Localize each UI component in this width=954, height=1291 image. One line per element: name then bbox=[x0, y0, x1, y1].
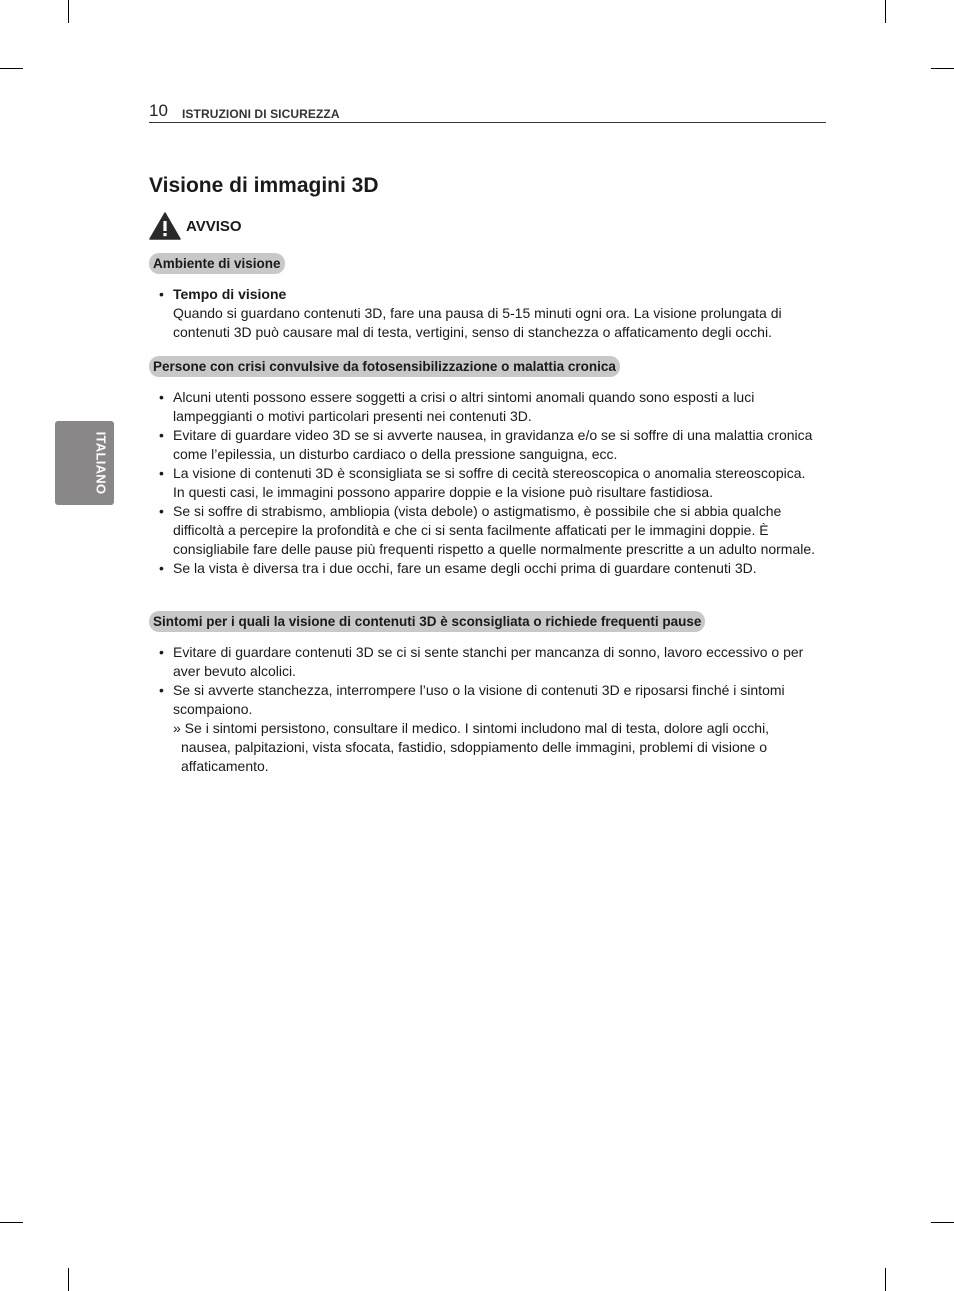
list-item-note: » Se i sintomi persistono, consultare il medico. I sintomi includono mal di testa, dolore agli occhi, nausea, palpitazioni, vista sfocata, fastidio, sdoppiamento delle immagini, problemi di visione o affaticamento. bbox=[173, 720, 770, 774]
list-item bbox=[149, 502, 819, 559]
viewing-environment-list bbox=[149, 285, 819, 342]
section-heading-symptoms: Sintomi per i quali la visione di contenuti 3D è sconsigliata o richiede frequenti pause bbox=[149, 611, 705, 632]
running-title: ISTRUZIONI DI SICUREZZA bbox=[182, 107, 340, 121]
page-title: Visione di immagini 3D bbox=[149, 174, 379, 197]
symptoms-list bbox=[149, 643, 819, 776]
list-item bbox=[149, 464, 819, 502]
page-number: 10 bbox=[149, 101, 168, 120]
list-item bbox=[149, 643, 819, 681]
warning-triangle-icon bbox=[149, 212, 181, 240]
crop-mark bbox=[0, 1222, 23, 1223]
crop-mark bbox=[0, 68, 23, 69]
section-heading-photosensitive-seizures: Persone con crisi convulsive da fotosensibilizzazione o malattia cronica bbox=[149, 356, 620, 377]
list-item bbox=[149, 559, 819, 578]
section-heading-viewing-environment: Ambiente di visione bbox=[149, 253, 285, 274]
crop-mark bbox=[931, 68, 954, 69]
page-header bbox=[149, 101, 826, 123]
list-item-text: Evitare di guardare contenuti 3D se ci si sente stanchi per mancanza di sonno, lavoro eccessivo o per aver bevuto alcolici. bbox=[173, 644, 804, 679]
list-item-text: Se si avverte stanchezza, interrompere l’uso o la visione di contenuti 3D e riposarsi finché i sintomi scompaiono. bbox=[173, 682, 785, 717]
crop-mark bbox=[68, 0, 69, 23]
list-item-text: Alcuni utenti possono essere soggetti a crisi o altri sintomi anomali quando sono esposti a luci lampeggianti o motivi particolari presenti nei contenuti 3D. bbox=[173, 389, 755, 424]
list-item-text: Se la vista è diversa tra i due occhi, fare un esame degli occhi prima di guardare contenuti 3D. bbox=[173, 560, 757, 576]
list-item-text: Evitare di guardare video 3D se si avverte nausea, in gravidanza e/o se si soffre di una malattia cronica come l’epilessia, un disturbo cardiaco o della pressione sanguigna, ecc. bbox=[173, 427, 813, 462]
photosensitive-seizures-list bbox=[149, 388, 819, 578]
language-side-tab bbox=[55, 421, 114, 505]
language-label: ITALIANO bbox=[93, 431, 109, 495]
list-item bbox=[149, 388, 819, 426]
warning-label: AVVISO bbox=[186, 217, 242, 235]
crop-mark bbox=[68, 1268, 69, 1291]
list-item bbox=[149, 681, 819, 776]
crop-mark bbox=[885, 1268, 886, 1291]
list-item-text: Se si soffre di strabismo, ambliopia (vista debole) o astigmatismo, è possibile che si abbia qualche difficoltà a percepire la profondità e che ci si senta facilmente affaticati per le immagini doppie. È consigliabile fare delle pause più frequenti rispetto a quelle normalmente prescritte a un adulto normale. bbox=[173, 503, 816, 557]
list-item-text: La visione di contenuti 3D è sconsigliata se si soffre di cecità stereoscopica o anomalia stereoscopica. In questi casi, le immagini possono apparire doppie e la visione può risultare fastidiosa. bbox=[173, 465, 806, 500]
list-item-lead: • Tempo di visione bbox=[173, 286, 287, 302]
list-item bbox=[149, 285, 819, 342]
list-item bbox=[149, 426, 819, 464]
crop-mark bbox=[931, 1222, 954, 1223]
list-item-text: Quando si guardano contenuti 3D, fare una pausa di 5-15 minuti ogni ora. La visione prolungata di contenuti 3D può causare mal di testa, vertigini, senso di stanchezza o affaticamento degli occhi. bbox=[173, 305, 782, 340]
warning-notice bbox=[149, 212, 242, 240]
crop-mark bbox=[885, 0, 886, 23]
